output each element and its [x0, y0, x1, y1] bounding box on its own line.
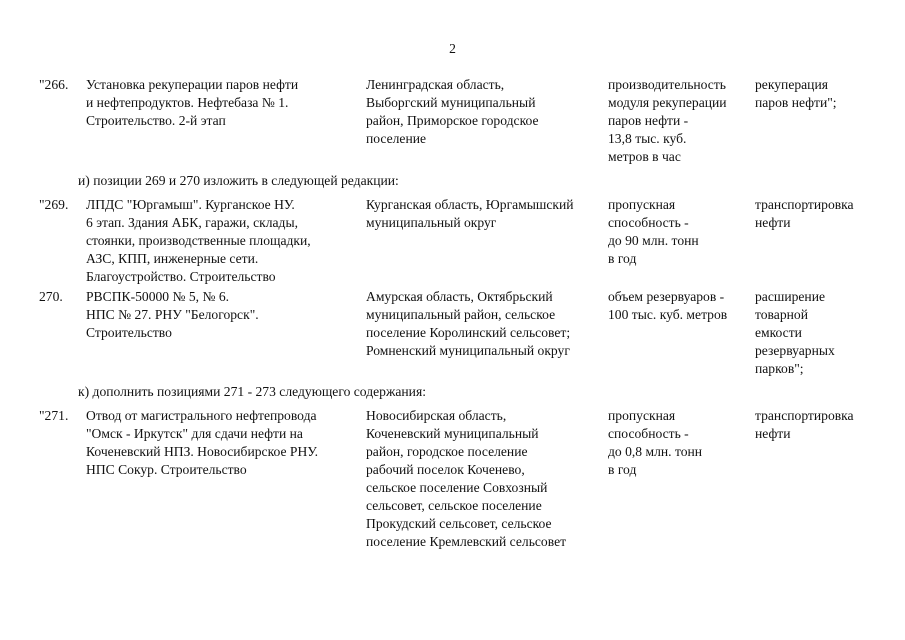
object-name: Отвод от магистрального нефтепровода "Омск - Иркутск" для сдачи нефти на Коченевский НПЗ. Новосибирское РНУ. НПС Сокур. Строительство: [86, 408, 319, 477]
object-location: Амурская область, Октябрьский муниципальный район, сельское поселение Королинский сельсовет; Ромненский муниципальный округ: [366, 289, 571, 358]
position-number: "269.: [39, 197, 69, 212]
object-capacity: объем резервуаров - 100 тыс. куб. метров: [608, 289, 728, 322]
page-number: 2: [449, 41, 456, 56]
object-purpose: расширение товарной емкости резервуарных парков";: [755, 289, 835, 376]
object-purpose: транспортировка нефти: [755, 408, 854, 441]
object-purpose: транспортировка нефти: [755, 197, 854, 230]
object-name: ЛПДС "Юргамыш". Курганское НУ. 6 этап. Здания АБК, гаражи, склады, стоянки, производственные площадки, АЗС, КПП, инженерные сети. Благоустройство. Строительство: [86, 197, 311, 284]
object-capacity: пропускная способность - до 0,8 млн. тонн в год: [608, 408, 703, 477]
object-capacity: производительность модуля рекуперации паров нефти - 13,8 тыс. куб. метров в час: [608, 77, 727, 164]
object-capacity: пропускная способность - до 90 млн. тонн в год: [608, 197, 699, 266]
position-number: "271.: [39, 408, 69, 423]
object-name: Установка рекуперации паров нефти и нефтепродуктов. Нефтебаза № 1. Строительство. 2-й этап: [86, 77, 299, 128]
position-number: 270.: [39, 289, 63, 304]
amendment-note: к) дополнить позициями 271 - 273 следующего содержания:: [78, 384, 426, 399]
object-name: РВСПК-50000 № 5, № 6. НПС № 27. РНУ "Белогорск". Строительство: [86, 289, 259, 340]
object-location: Курганская область, Юргамышский муниципальный округ: [366, 197, 574, 230]
amendment-note: и) позиции 269 и 270 изложить в следующей редакции:: [78, 173, 399, 188]
position-number: "266.: [39, 77, 69, 92]
object-location: Новосибирская область, Коченевский муниципальный район, городское поселение рабочий поселок Коченево, сельское поселение Совхозный сельсовет, сельское поселение Прокудский сельсовет, сельское поселение Кремлевский сельсовет: [366, 408, 567, 549]
object-location: Ленинградская область, Выборгский муниципальный район, Приморское городское поселение: [366, 77, 539, 146]
object-purpose: рекуперация паров нефти";: [755, 77, 837, 110]
